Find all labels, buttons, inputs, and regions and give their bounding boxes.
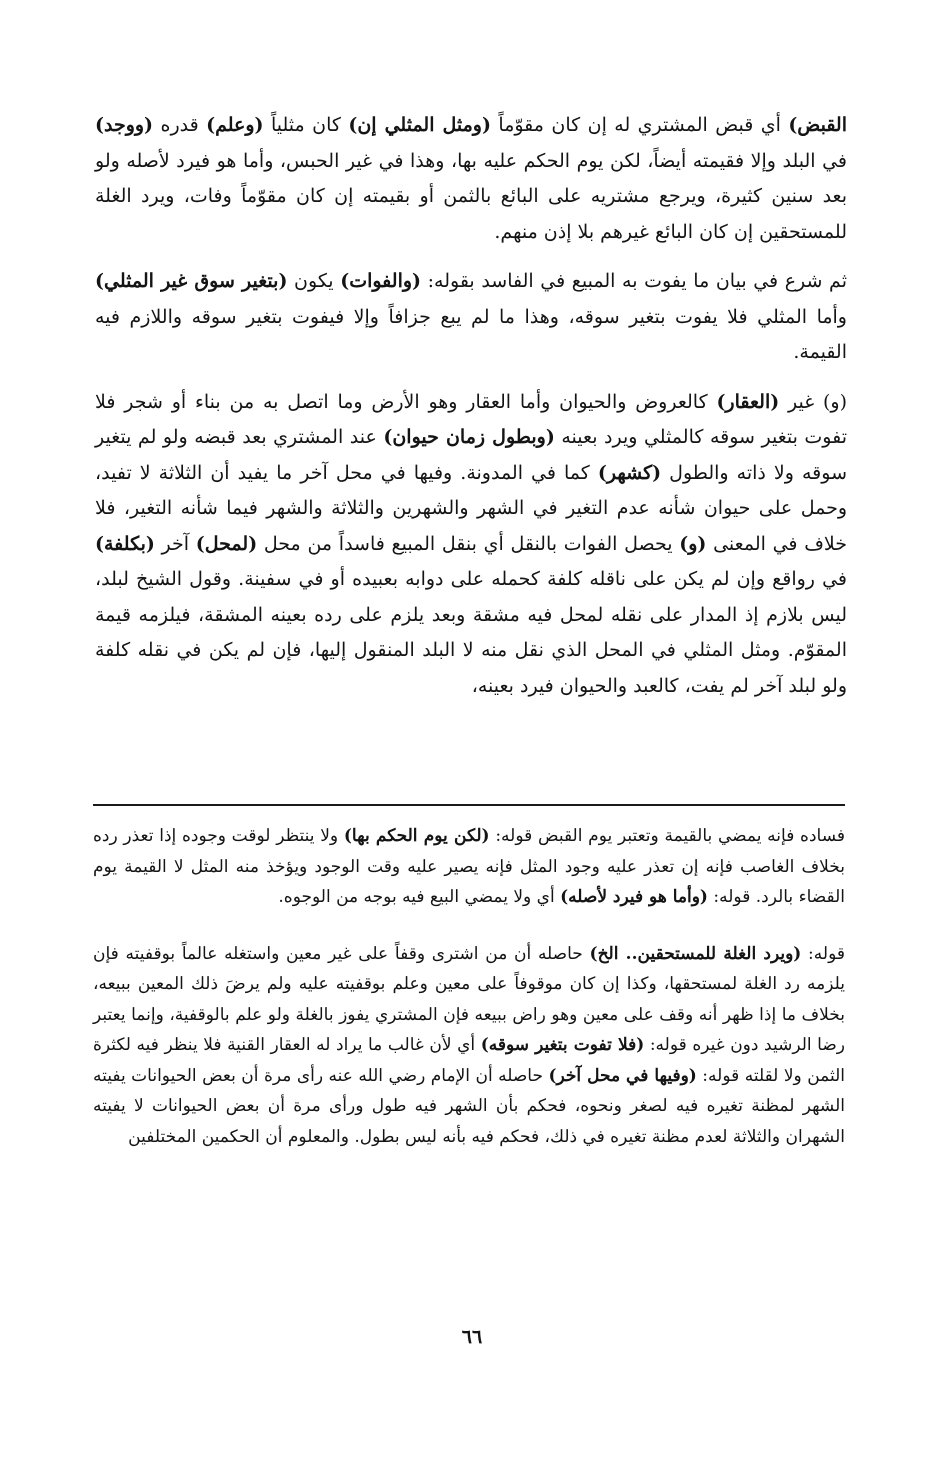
text-segment: أي ولا يمضي البيع فيه بوجه من الوجوه.: [278, 887, 561, 907]
bold-text-segment: (وبطول زمان حيوان): [383, 426, 555, 448]
bold-text-segment: (ومثل المثلي إن): [348, 114, 491, 136]
bold-text-segment: (بكلفة): [95, 532, 155, 555]
bold-text-segment: (بتغير سوق غير المثلي): [95, 270, 288, 292]
page-number: ٦٦: [461, 1326, 483, 1348]
bold-text-segment: (ويرد الغلة للمستحقين.. الخ): [589, 943, 802, 964]
footnote-paragraph-2: [93, 939, 845, 1153]
text-segment: ثم شرع في بيان ما يفوت به المبيع في الفاسد بقوله:: [421, 270, 847, 292]
text-segment: قدره: [153, 114, 207, 136]
text-segment: حاصله أن الإمام رضي الله عنه رأى مرة أن بعض الحيوانات يفيته الشهر لمظنة تغيره فيه لصغر ونحوه، فحكم بأن الشهر فيه طول ورأى مرة أن بعض الحيوانات لا يفيته الشهران والثلاثة لعدم مظنة تغيره في ذلك، فحكم فيه بأنه ليس بطول. والمعلوم أن الحكمين المختلفين: [93, 1065, 845, 1147]
text-segment: يحصل الفوات بالنقل أي بنقل المبيع فاسداً من محل: [257, 532, 680, 555]
text-segment: حاصله أن من اشترى وقفاً على غير معين واستغله عالماً بوقفيته فإن يلزمه رد الغلة لمستحقها، وكذا إن كان موقوفاً على معين وعلم بوقفيته عليه ولم يرضَ ذلك المعين ببيعه، بخلاف ما إذا ظهر أنه وقف على معين وهو راض ببيعه فإن المشتري يفوز بالغلة ولو علم بالوقفية، وإنما يعتبر رضا الرشيد دون غيره قوله:: [93, 943, 845, 1055]
text-segment: أي لأن غالب ما يراد له العقار القنية فلا ينظر فيه لكثرة الثمن ولا لقلته قوله:: [93, 1035, 845, 1086]
footnote-separator-line: [93, 804, 845, 806]
bold-text-segment: (كشهر): [597, 461, 662, 484]
text-segment: كان مثلياً: [263, 114, 349, 136]
text-segment: يكون: [287, 270, 341, 292]
paragraph-3: [95, 385, 847, 705]
text-segment: أي قبض المشتري له إن كان مقوّماً: [490, 114, 789, 136]
paragraph-2: [95, 264, 847, 371]
bold-text-segment: (ووجد): [95, 114, 154, 136]
text-segment: فساده فإنه يمضي بالقيمة وتعتبر يوم القبض قوله:: [489, 826, 846, 846]
bold-text-segment: (وأما هو فيرد لأصله): [560, 887, 708, 907]
text-segment: كما في المدونة. وفيها في محل آخر ما يفيد أن الثلاثة لا تفيد، وحمل على حيوان شأنه عدم التغير في الشهر والشهرين والثلاثة والشهر فيما شأنه التغير، فلا خلاف في المعنى: [95, 461, 847, 555]
bold-text-segment: (فلا تفوت بتغير سوقه): [480, 1035, 645, 1055]
text-segment: في رواقع وإن لم يكن على ناقله كلفة كحمله على دوابه بعبيده أو في سفينة. وقول الشيخ لبلد، ليس بلازم إذ المدار على نقله لمحل فيه مشقة وبعد يلزم على رده بعينه المشقة، فيلزمه قيمة المقوّم. ومثل المثلي في المحل الذي نقل منه لا البلد المنقول إليها، فإن لم يكن في نقله كلفة ولو لبلد آخر لم يفت، كالعبد والحيوان فيرد بعينه،: [95, 568, 847, 697]
main-body-text: [95, 108, 847, 718]
bold-text-segment: (وفيها في محل آخر): [548, 1065, 697, 1086]
text-segment: عند المشتري بعد قبضه ولو لم يتغير سوقه ولا ذاته والطول: [95, 426, 847, 484]
text-segment: كالعروض والحيوان وأما العقار وهو الأرض وما اتصل به من بناء أو شجر فلا تفوت بتغير سوقه كالمثلي ويرد بعينه: [95, 390, 848, 448]
bold-text-segment: (و): [679, 532, 707, 555]
text-segment: ولا ينتظر لوقت وجوده إذا تعذر رده بخلاف الغاصب فإنه إن تعذر عليه وجود المثل فإنه يصير عليه وقت الوجود ويؤخذ منه المثل لا القيمة يوم القضاء بالرد. قوله:: [93, 826, 845, 907]
text-segment: في البلد وإلا فقيمته أيضاً، لكن يوم الحكم عليه بها، وهذا في غير الحبس، وأما هو فيرد لأصله ولو بعد سنين كثيرة، ويرجع مشتريه على البائع بالثمن أو بقيمته إن كان مقوّماً وفات، ويرد الغلة للمستحقين إن كان البائع غيرهم بلا إذن منهم.: [95, 149, 847, 243]
bold-text-segment: (العقار): [716, 390, 780, 413]
footnote-paragraph-1: [93, 821, 845, 913]
paragraph-1: [95, 108, 847, 250]
bold-text-segment: (والفوات): [340, 270, 422, 292]
text-segment: (و) غير: [779, 390, 847, 413]
bold-text-segment: (لمحل): [195, 532, 258, 555]
text-segment: وأما المثلي فلا يفوت بتغير سوقه، وهذا ما لم يبع جزافاً وإلا فيفوت بتغير سوقه واللازم فيه القيمة.: [95, 305, 847, 363]
text-segment: قوله:: [801, 943, 845, 964]
footnote-text: [93, 821, 845, 1178]
bold-text-segment: القبض): [788, 114, 847, 136]
bold-text-segment: (وعلم): [206, 114, 264, 136]
text-segment: آخر: [154, 532, 196, 555]
bold-text-segment: (لكن يوم الحكم بها): [343, 826, 490, 846]
